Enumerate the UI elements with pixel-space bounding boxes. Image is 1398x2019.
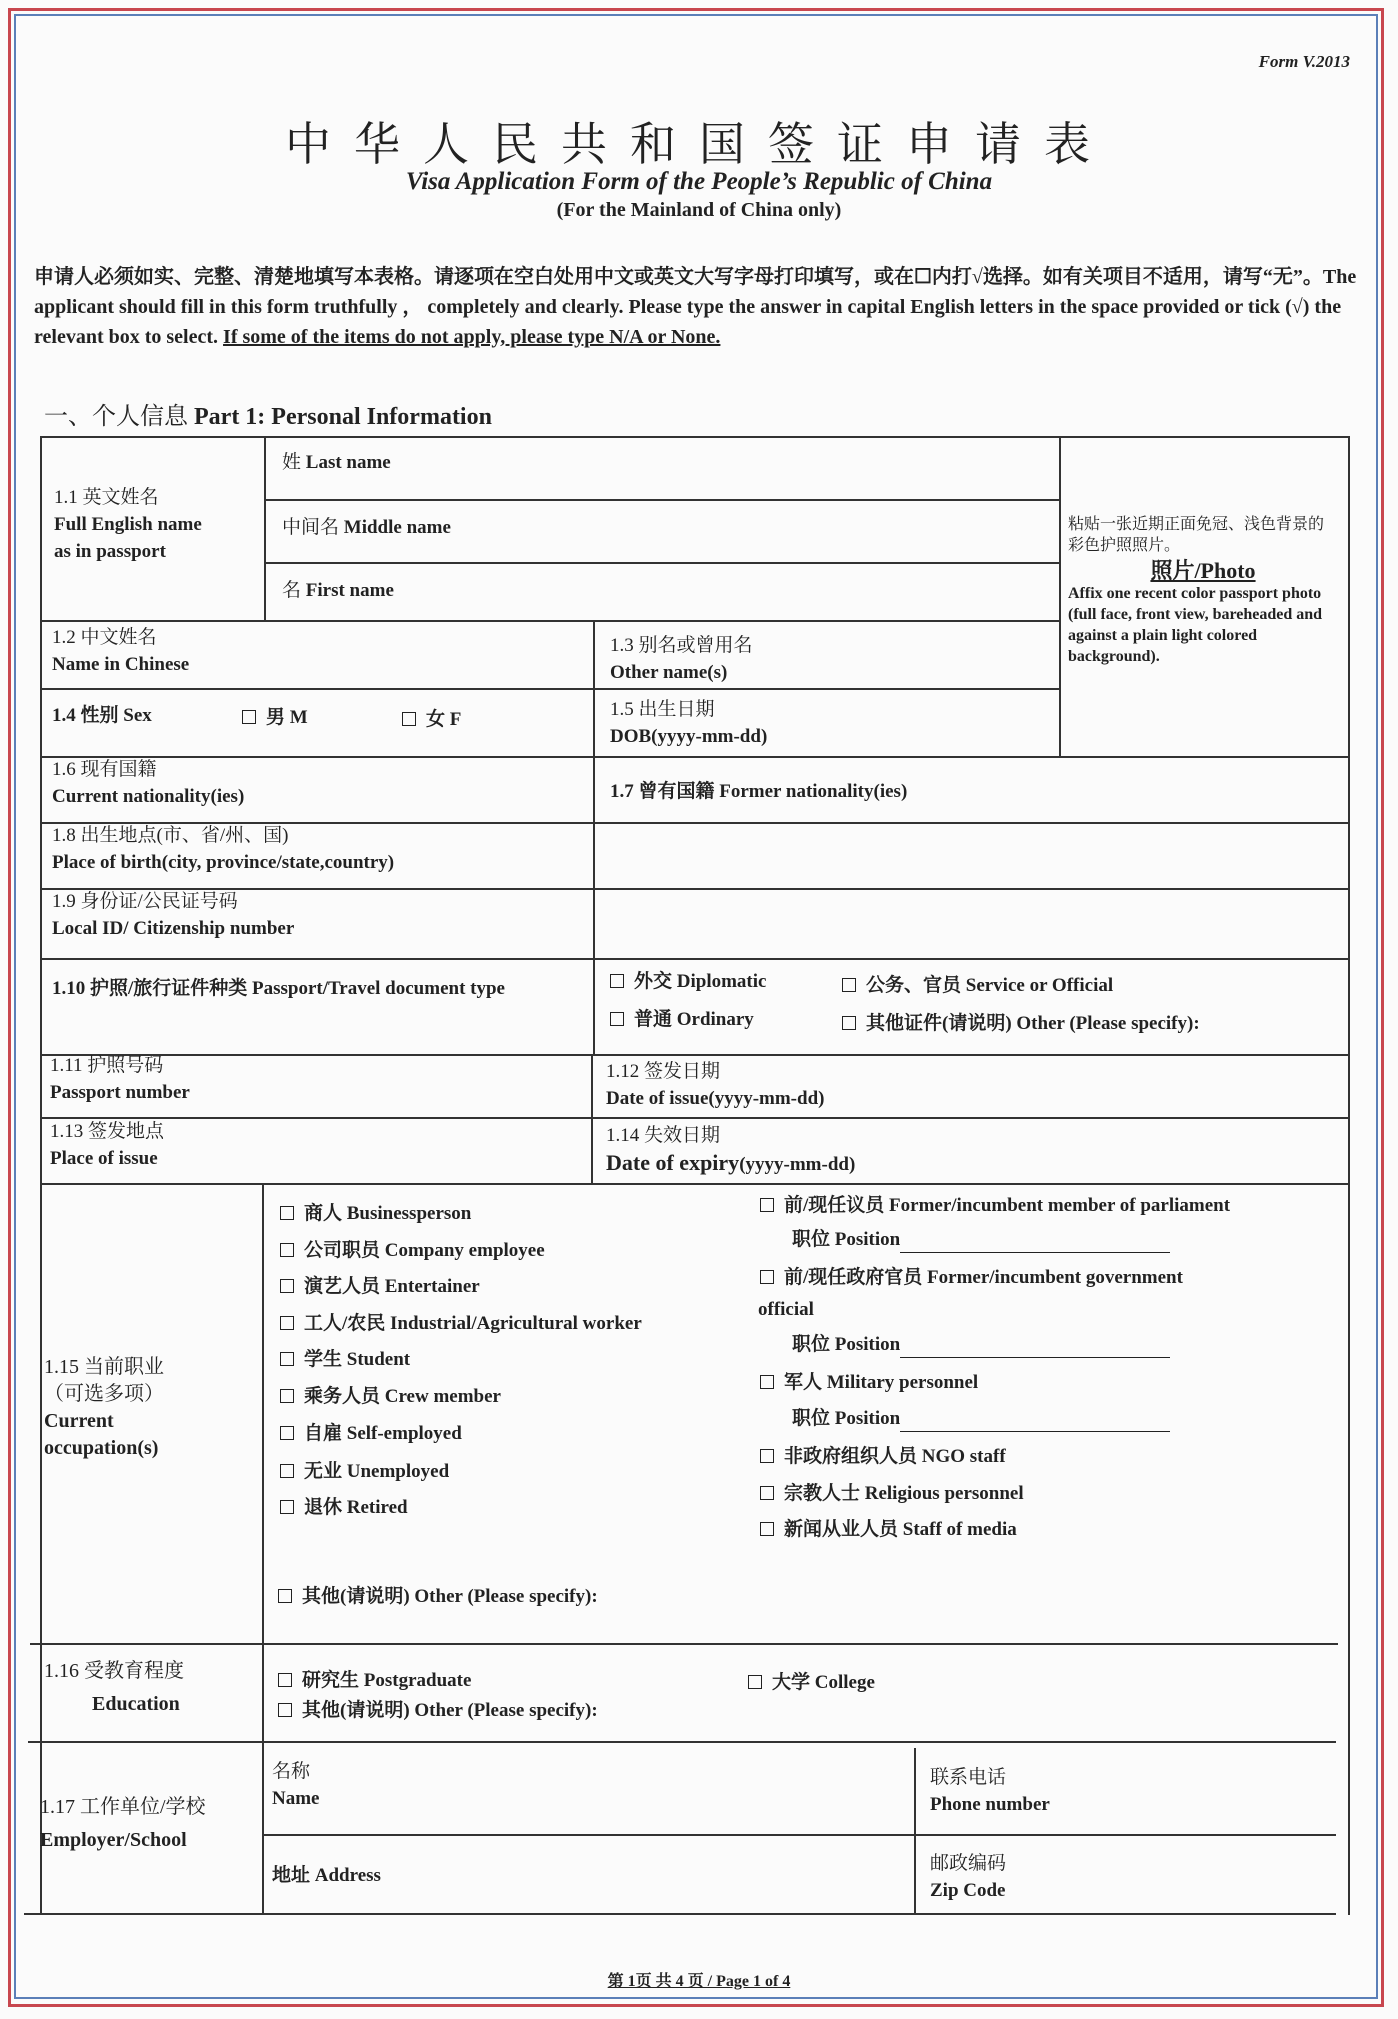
- education-college-option[interactable]: 大学 College: [748, 1669, 875, 1696]
- parliament-position-field[interactable]: 职位 Position: [792, 1226, 1170, 1253]
- employer-phone-field[interactable]: [930, 1764, 1050, 1818]
- passport-ordinary-label: 普通 Ordinary: [634, 1009, 754, 1030]
- employer-phone-cn: 联系电话: [930, 1767, 1007, 1788]
- education-checkbox[interactable]: [278, 1673, 292, 1687]
- occupation-military-option[interactable]: 军人 Military personnel: [760, 1369, 978, 1396]
- occupation-option[interactable]: 商人 Businessperson: [280, 1200, 471, 1227]
- middle-name-en: Middle name: [343, 517, 451, 538]
- sex-male-checkbox[interactable]: [242, 710, 256, 724]
- occupation-religious-option[interactable]: 宗教人士 Religious personnel: [760, 1480, 1024, 1507]
- occupation-checkbox[interactable]: [760, 1486, 774, 1500]
- field-1-16-cn: 1.16 受教育程度: [44, 1660, 184, 1682]
- field-1-14[interactable]: [606, 1122, 855, 1178]
- field-1-14-en: Date of expiry: [606, 1150, 740, 1175]
- field-1-13-en: Place of issue: [50, 1148, 158, 1169]
- field-1-15-cn-multi: （可选多项）: [44, 1383, 164, 1405]
- passport-diplomatic-option[interactable]: [610, 968, 766, 995]
- occupation-option[interactable]: 无业 Unemployed: [280, 1458, 449, 1485]
- employer-zip-en: Zip Code: [930, 1880, 1006, 1901]
- field-1-6-cn: 1.6 现有国籍: [52, 759, 157, 780]
- occupation-option[interactable]: 演艺人员 Entertainer: [280, 1273, 480, 1300]
- employer-zip-cn: 邮政编码: [930, 1853, 1007, 1874]
- field-1-12-cn: 1.12 签发日期: [606, 1061, 721, 1082]
- middle-name-field[interactable]: [282, 514, 451, 541]
- military-position-line: [900, 1411, 1170, 1432]
- military-position-field[interactable]: 职位 Position: [792, 1405, 1170, 1432]
- field-1-1-cn: 1.1 英文姓名: [54, 487, 159, 508]
- field-1-9-en: Local ID/ Citizenship number: [52, 918, 295, 939]
- occupation-checkbox[interactable]: [760, 1375, 774, 1389]
- form-version: Form V.2013: [1258, 52, 1350, 71]
- field-1-15-label: [44, 1354, 164, 1462]
- field-1-3-en: Other name(s): [610, 662, 728, 683]
- occupation-checkbox[interactable]: [280, 1206, 294, 1220]
- field-1-3-cn: 1.3 别名或曾用名: [610, 635, 753, 656]
- occupation-checkbox[interactable]: [278, 1589, 292, 1603]
- first-name-field[interactable]: [282, 577, 394, 604]
- last-name-en: Last name: [305, 452, 391, 473]
- sex-male-option[interactable]: [242, 704, 308, 731]
- title-chinese: 中华人民共和国签证申请表: [285, 117, 1113, 171]
- passport-diplomatic-label: 外交 Diplomatic: [634, 971, 767, 992]
- field-1-3[interactable]: [610, 632, 753, 686]
- field-1-1-label: [54, 484, 202, 565]
- field-1-16-en: Education: [92, 1693, 180, 1715]
- last-name-field[interactable]: [282, 449, 391, 476]
- employer-zip-field[interactable]: [930, 1850, 1006, 1904]
- field-1-13-cn: 1.13 签发地点: [50, 1121, 165, 1142]
- education-checkbox[interactable]: [748, 1675, 762, 1689]
- passport-ordinary-option[interactable]: [610, 1006, 754, 1033]
- field-1-12[interactable]: [606, 1058, 824, 1112]
- employer-name-field[interactable]: [272, 1758, 319, 1812]
- occupation-media-option[interactable]: 新闻从业人员 Staff of media: [760, 1516, 1017, 1543]
- instructions-cn: 申请人必须如实、完整、清楚地填写本表格。请逐项在空白处用中文或英文大写字母打印填写，或在☐内打√选择。如有关项目不适用，请写“无”。: [34, 266, 1323, 288]
- field-1-1-en2: as in passport: [54, 541, 166, 562]
- employer-phone-en: Phone number: [930, 1794, 1050, 1815]
- occupation-option[interactable]: 公司职员 Company employee: [280, 1237, 545, 1264]
- education-checkbox[interactable]: [278, 1703, 292, 1717]
- field-1-14-cn: 1.14 失效日期: [606, 1125, 721, 1146]
- occupation-government-cont: official: [758, 1299, 814, 1320]
- field-1-5[interactable]: [610, 696, 767, 750]
- field-1-7[interactable]: 1.7 曾有国籍 Former nationality(ies): [610, 781, 908, 802]
- field-1-14-format: (yyyy-mm-dd): [739, 1154, 856, 1175]
- field-1-11[interactable]: [50, 1052, 190, 1106]
- passport-other-option[interactable]: [842, 1010, 1200, 1037]
- sex-female-option[interactable]: [402, 706, 461, 733]
- field-1-1-en1: Full English name: [54, 514, 202, 535]
- occupation-parliament-option[interactable]: 前/现任议员 Former/incumbent member of parliament: [760, 1192, 1230, 1219]
- field-1-5-en: DOB(yyyy-mm-dd): [610, 726, 768, 747]
- passport-other-checkbox[interactable]: [842, 1016, 856, 1030]
- government-position-field[interactable]: 职位 Position: [792, 1331, 1170, 1358]
- occupation-government-option[interactable]: 前/现任政府官员 Former/incumbent government: [760, 1264, 1183, 1291]
- field-1-9[interactable]: [52, 888, 294, 942]
- passport-service-label: 公务、官员 Service or Official: [866, 975, 1114, 996]
- field-1-13[interactable]: [50, 1118, 164, 1172]
- middle-name-cn: 中间名: [282, 517, 340, 538]
- title-english: Visa Application Form of the People’s Republic of China: [405, 168, 993, 195]
- occupation-checkbox[interactable]: [280, 1389, 294, 1403]
- occupation-option[interactable]: 退休 Retired: [280, 1494, 408, 1521]
- field-1-16-label: [44, 1658, 184, 1718]
- field-1-9-cn: 1.9 身份证/公民证号码: [52, 891, 238, 912]
- field-1-15-en1: Current: [44, 1410, 114, 1432]
- occupation-checkbox[interactable]: [280, 1426, 294, 1440]
- employer-address-field[interactable]: 地址 Address: [272, 1865, 381, 1886]
- occupation-checkbox[interactable]: [280, 1279, 294, 1293]
- field-1-4-label: 1.4 性别 Sex: [52, 705, 152, 726]
- field-1-11-cn: 1.11 护照号码: [50, 1055, 164, 1076]
- occupation-option[interactable]: 工人/农民 Industrial/Agricultural worker: [280, 1310, 642, 1337]
- part1-title-en: Part 1: Personal Information: [194, 404, 492, 430]
- photo-box[interactable]: [1068, 514, 1338, 667]
- field-1-11-en: Passport number: [50, 1082, 190, 1103]
- education-postgraduate-option[interactable]: 研究生 Postgraduate: [278, 1667, 471, 1694]
- instructions-na-note: If some of the items do not apply, please type N/A or None.: [223, 326, 721, 348]
- employer-name-cn: 名称: [272, 1761, 311, 1782]
- photo-instruction-en: Affix one recent color passport photo (full face, front view, bareheaded and against a plain light colored background).: [1068, 585, 1323, 665]
- passport-service-checkbox[interactable]: [842, 978, 856, 992]
- field-1-2-en: Name in Chinese: [52, 654, 190, 675]
- field-1-12-en: Date of issue(yyyy-mm-dd): [606, 1088, 825, 1109]
- occupation-checkbox[interactable]: [760, 1522, 774, 1536]
- field-1-5-cn: 1.5 出生日期: [610, 699, 715, 720]
- occupation-checkbox[interactable]: [280, 1243, 294, 1257]
- page-number: 第 1页 共 4 页 / Page 1 of 4: [607, 1973, 791, 1990]
- field-1-10-label: 1.10 护照/旅行证件种类 Passport/Travel document type: [52, 978, 505, 999]
- occupation-checkbox[interactable]: [280, 1464, 294, 1478]
- occupation-checkbox[interactable]: [760, 1270, 774, 1284]
- occupation-checkbox[interactable]: [280, 1316, 294, 1330]
- field-1-17-label: [40, 1794, 206, 1854]
- occupation-checkbox[interactable]: [280, 1352, 294, 1366]
- sex-female-label: 女 F: [426, 709, 462, 730]
- title-subtitle: (For the Mainland of China only): [556, 199, 842, 221]
- occupation-option[interactable]: 学生 Student: [280, 1346, 410, 1373]
- passport-ordinary-checkbox[interactable]: [610, 1012, 624, 1026]
- occupation-ngo-option[interactable]: 非政府组织人员 NGO staff: [760, 1443, 1006, 1470]
- field-1-8-cn: 1.8 出生地点(市、省/州、国): [52, 825, 289, 846]
- passport-other-label: 其他证件(请说明) Other (Please specify):: [866, 1013, 1200, 1034]
- field-1-15-cn: 1.15 当前职业: [44, 1356, 164, 1378]
- occupation-checkbox[interactable]: [760, 1449, 774, 1463]
- photo-label: 照片/Photo: [1150, 558, 1256, 583]
- field-1-2[interactable]: [52, 624, 189, 678]
- occupation-option[interactable]: 自雇 Self-employed: [280, 1420, 462, 1447]
- part1-title: [44, 396, 492, 431]
- photo-instruction-cn: 粘贴一张近期正面免冠、浅色背景的彩色护照照片。: [1068, 516, 1325, 554]
- passport-diplomatic-checkbox[interactable]: [610, 974, 624, 988]
- occupation-checkbox[interactable]: [760, 1198, 774, 1212]
- sex-male-label: 男 M: [266, 707, 308, 728]
- field-1-17-cn: 1.17 工作单位/学校: [40, 1796, 206, 1818]
- field-1-8-en: Place of birth(city, province/state,country): [52, 852, 395, 873]
- field-1-15-en2: occupation(s): [44, 1437, 159, 1459]
- part1-title-cn: 一、个人信息: [44, 404, 188, 430]
- sex-female-checkbox[interactable]: [402, 712, 416, 726]
- education-other-option[interactable]: 其他(请说明) Other (Please specify):: [278, 1697, 598, 1724]
- last-name-cn: 姓: [282, 452, 302, 473]
- field-1-6[interactable]: [52, 756, 244, 810]
- occupation-other-option[interactable]: 其他(请说明) Other (Please specify):: [278, 1583, 598, 1610]
- instructions: [34, 262, 1368, 352]
- government-position-line: [900, 1337, 1170, 1358]
- parliament-position-line: [900, 1232, 1170, 1253]
- occupation-option[interactable]: 乘务人员 Crew member: [280, 1383, 501, 1410]
- field-1-17-en: Employer/School: [40, 1829, 187, 1851]
- first-name-en: First name: [305, 580, 394, 601]
- instructions-en: The applicant should fill in this form truthfully ， completely and clearly. Please type the answer in capital English letters in the space provided or tick (√) the relevant box to select.: [34, 266, 1357, 348]
- field-1-8[interactable]: [52, 822, 394, 876]
- field-1-6-en: Current nationality(ies): [52, 786, 245, 807]
- field-1-2-cn: 1.2 中文姓名: [52, 627, 157, 648]
- employer-name-en: Name: [272, 1788, 320, 1809]
- occupation-checkbox[interactable]: [280, 1500, 294, 1514]
- first-name-cn: 名: [282, 580, 302, 601]
- passport-service-option[interactable]: [842, 972, 1113, 999]
